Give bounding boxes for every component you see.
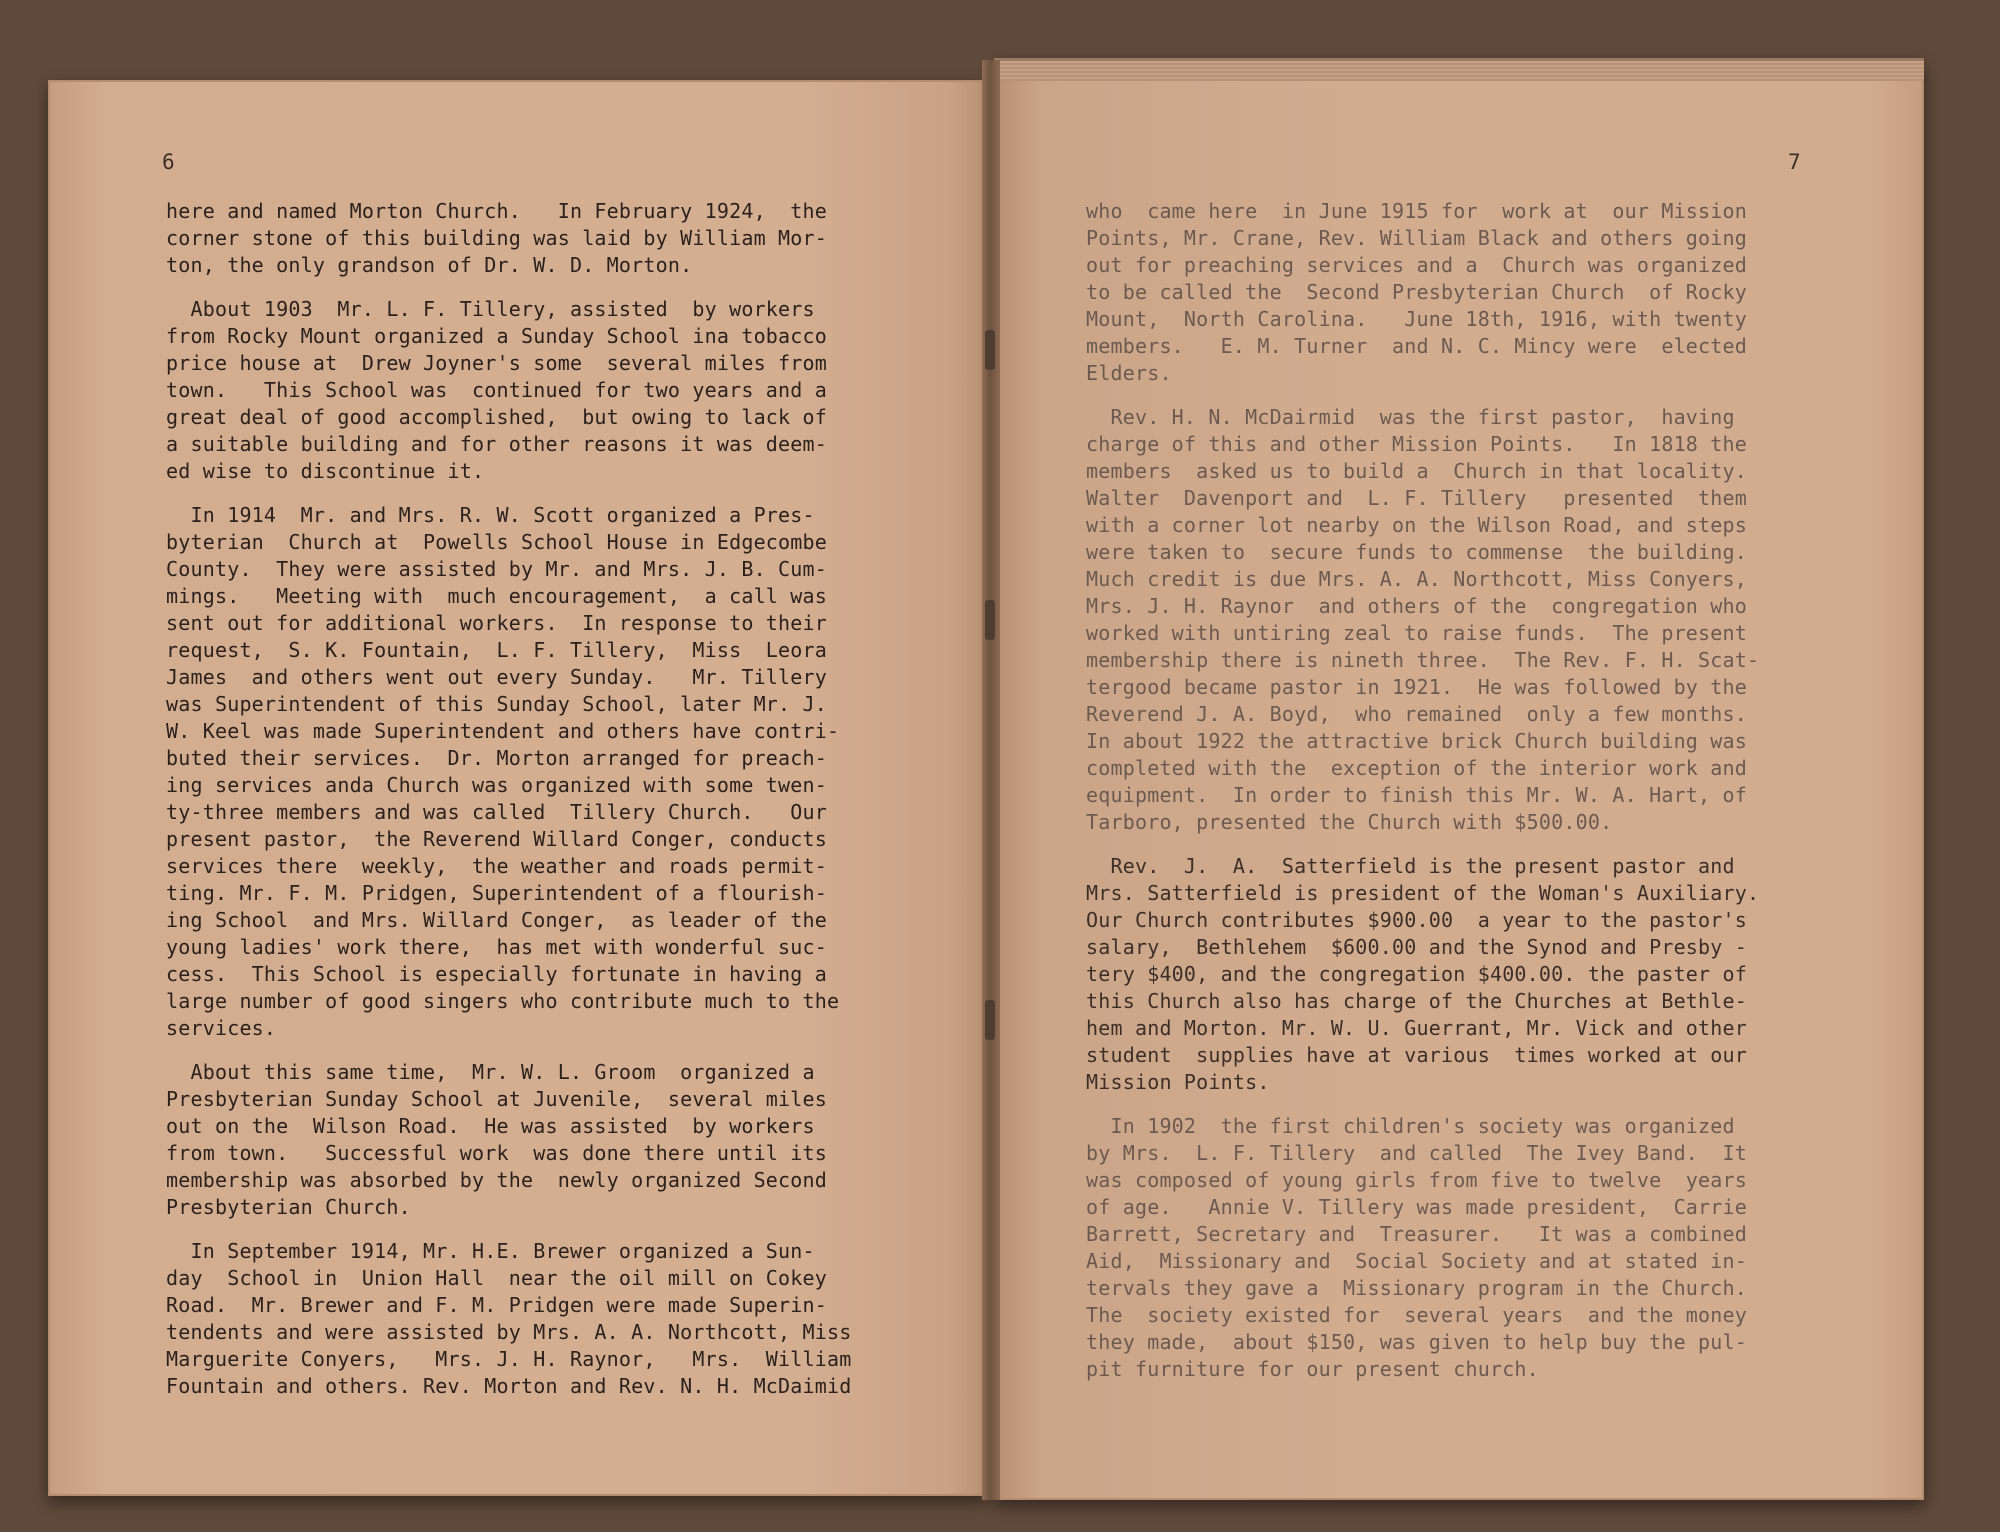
paragraph: who came here in June 1915 for work at our Mission Points, Mr. Crane, Rev. William Black and others going out for preaching services and a Church was organized to be called the Second Presbyterian Church of Rocky Mount, North Carolina. June 18th, 1916, with twenty members. E. M. Turner and N. C. Mincy were elected Elders. <box>1086 199 1748 385</box>
paragraph: Rev. H. N. McDairmid was the first pastor, having charge of this and other Mission Points. In 1818 the members asked us to build a Church in that locality. Walter Davenport and L. F. Tillery presented them with a corner lot nearby on the Wilson Road, and steps were taken to secure funds to commense the building. Much credit is due Mrs. A. A. Northcott, Miss Conyers, Mrs. J. H. Raynor and others of the congregation who worked with untiring zeal to raise funds. The present membership there is nineth three. The Rev. F. H. Scat- tergood became pastor in 1921. He was followed by the Reverend J. A. Boyd, who remained only a few months. In about 1922 the attractive brick Church building was completed with the exception of the interior work and equipment. In order to finish this Mr. W. A. Hart, of Tarboro, presented the Church with $500.00. <box>1086 405 1760 834</box>
paragraph: Rev. J. A. Satterfield is the present pastor and Mrs. Satterfield is president of the Woman's Auxiliary. Our Church contributes $900.00 a year to the pastor's salary, Bethlehem $600.00 and the Synod and Presby - tery $400, and the congregation $400.00. the paster of this Church also has charge of the Churches at Bethle- hem and Morton. Mr. W. U. Guerrant, Mr. Vick and other student supplies have at various times worked at our Mission Points. <box>1086 854 1760 1094</box>
staple <box>985 330 995 370</box>
spine <box>982 60 1000 1500</box>
paragraph: About this same time, Mr. W. L. Groom organized a Presbyterian Sunday School at Juvenile, several miles out on the Wilson Road. He was assisted by workers from town. Successful work was done there until its membership was absorbed by the newly organized Second Presbyterian Church. <box>166 1060 828 1219</box>
staple <box>985 1000 995 1040</box>
page-number-left: 6 <box>162 150 175 174</box>
paragraph: In September 1914, Mr. H.E. Brewer organized a Sun- day School in Union Hall near the oil mill on Cokey Road. Mr. Brewer and F. M. Pridgen were made Superin- tendents and were assisted by Mrs. A. A. Northcott, Miss Marguerite Conyers, Mrs. J. H. Raynor, Mrs. William Fountain and others. Rev. Morton and Rev. N. H. McDaimid <box>166 1239 852 1398</box>
left-text-column <box>166 198 926 1417</box>
paragraph: here and named Morton Church. In February 1924, the corner stone of this building was laid by William Mor- ton, the only grandson of Dr. W. D. Morton. <box>166 199 828 277</box>
paragraph: About 1903 Mr. L. F. Tillery, assisted by workers from Rocky Mount organized a Sunday School ina tobacco price house at Drew Joyner's some several miles from town. This School was continued for two years and a great deal of good accomplished, but owing to lack of a suitable building and for other reasons it was deem- ed wise to discontinue it. <box>166 297 828 483</box>
staple <box>985 600 995 640</box>
page-number-right: 7 <box>1788 150 1801 174</box>
paragraph: In 1914 Mr. and Mrs. R. W. Scott organized a Pres- byterian Church at Powells School House in Edgecombe County. They were assisted by Mr. and Mrs. J. B. Cum- mings. Meeting with much encouragement, a call was sent out for additional workers. In response to their request, S. K. Fountain, L. F. Tillery, Miss Leora James and others went out every Sunday. Mr. Tillery was Superintendent of this Sunday School, later Mr. J. W. Keel was made Superintendent and others have contri- buted their services. Dr. Morton arranged for preach- ing services anda Church was organized with some twen- ty-three members and was called Tillery Church. Our present pastor, the Reverend Willard Conger, conducts services there weekly, the weather and roads permit- ting. Mr. F. M. Pridgen, Superintendent of a flourish- ing School and Mrs. Willard Conger, as leader of the young ladies' work there, has met with wonderful suc- cess. This School is especially fortunate in having a large number of good singers who contribute much to the services. <box>166 503 840 1040</box>
right-text-column <box>1086 198 1846 1400</box>
paragraph: In 1902 the first children's society was organized by Mrs. L. F. Tillery and called The Ivey Band. It was composed of young girls from five to twelve years of age. Annie V. Tillery was made president, Carrie Barrett, Secretary and Treasurer. It was a combined Aid, Missionary and Social Society and at stated in- tervals they gave a Missionary program in the Church. The society existed for several years and the money they made, about $150, was given to help buy the pul- pit furniture for our present church. <box>1086 1114 1748 1381</box>
page-edges <box>994 58 1924 81</box>
